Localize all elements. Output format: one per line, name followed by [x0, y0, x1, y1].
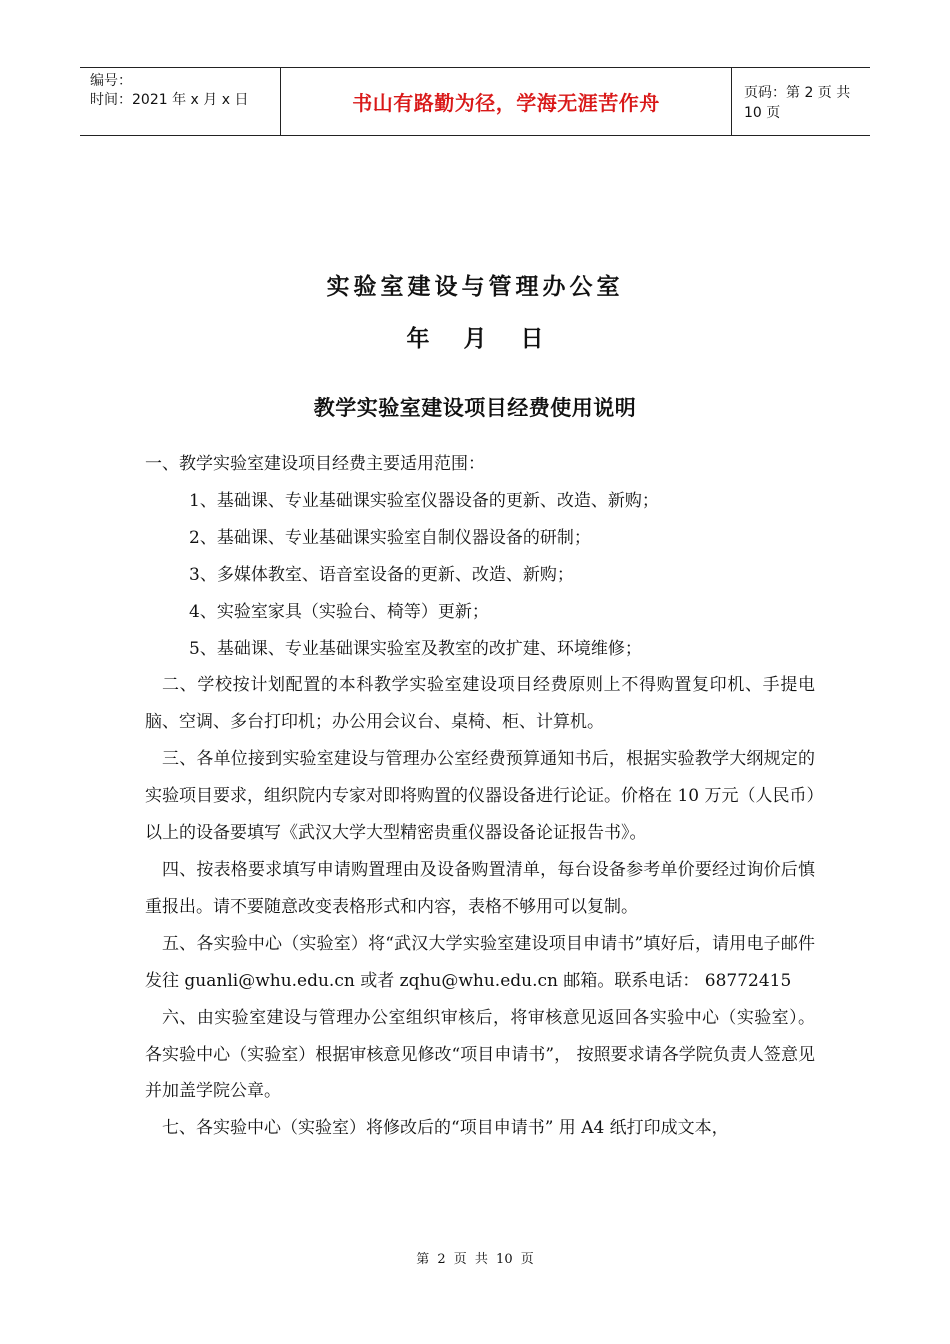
page-footer: 第 2 页 共 10 页 — [416, 1252, 534, 1267]
office-title: 实验室建设与管理办公室 — [326, 274, 624, 300]
section-1-item: 4、实验室家具（实验台、椅等）更新； — [189, 601, 489, 622]
section-2-paragraph: 二、学校按计划配置的本科教学实验室建设项目经费原则上不得购置复印机、手提电脑、空调、多台打印机；办公用会议台、桌椅、柜、计算机。 — [145, 675, 815, 733]
header-meta — [80, 68, 281, 135]
section-1-item: 2、基础课、专业基础课实验室自制仪器设备的研制； — [189, 527, 591, 548]
time-label: 时间：2021 年 x 月 x 日 — [90, 92, 249, 108]
header-page-info: 页码：第 2 页 共 10 页 — [744, 84, 851, 121]
section-1-item: 1、基础课、专业基础课实验室仪器设备的更新、改造、新购； — [189, 490, 659, 511]
section-4-paragraph: 四、按表格要求填写申请购置理由及设备购置清单，每台设备参考单价要经过询价后慎重报出。请不要随意改变表格形式和内容，表格不够用可以复制。 — [145, 859, 815, 917]
section-6-paragraph: 六、由实验室建设与管理办公室组织审核后，将审核意见返回各实验中心（实验室）。各实验中心（实验室）根据审核意见修改“项目申请书”， 按照要求请各学院负责人签意见并加盖学院公章。 — [145, 1007, 815, 1102]
number-label: 编号： — [90, 73, 132, 89]
section-1-heading: 一、教学实验室建设项目经费主要适用范围： — [145, 454, 485, 474]
date-line: 年 月 日 — [406, 326, 544, 352]
section-7-paragraph: 七、各实验中心（实验室）将修改后的“项目申请书” 用 A4 纸打印成文本， — [162, 1118, 729, 1139]
section-3-paragraph: 三、各单位接到实验室建设与管理办公室经费预算通知书后，根据实验教学大纲规定的实验项目要求，组织院内专家对即将购置的仪器设备进行论证。价格在 10 万元（人民币）以上的设备要填写《武汉大学大型精密贵重仪器设备论证报告书》。 — [145, 749, 815, 844]
section-5-paragraph: 五、各实验中心（实验室）将“武汉大学实验室建设项目申请书”填好后，请用电子邮件发往 guanli@whu.edu.cn 或者 zqhu@whu.edu.cn 邮箱。联系电话： 68772415 — [145, 933, 815, 991]
section-1-item: 3、多媒体教室、语音室设备的更新、改造、新购； — [189, 564, 574, 585]
document-body — [145, 446, 815, 1147]
document-header — [80, 67, 870, 136]
header-motto: 书山有路勤为径，学海无涯苦作舟 — [281, 68, 732, 135]
section-1-item: 5、基础课、专业基础课实验室及教室的改扩建、环境维修； — [189, 638, 642, 659]
document-title: 教学实验室建设项目经费使用说明 — [313, 396, 637, 420]
